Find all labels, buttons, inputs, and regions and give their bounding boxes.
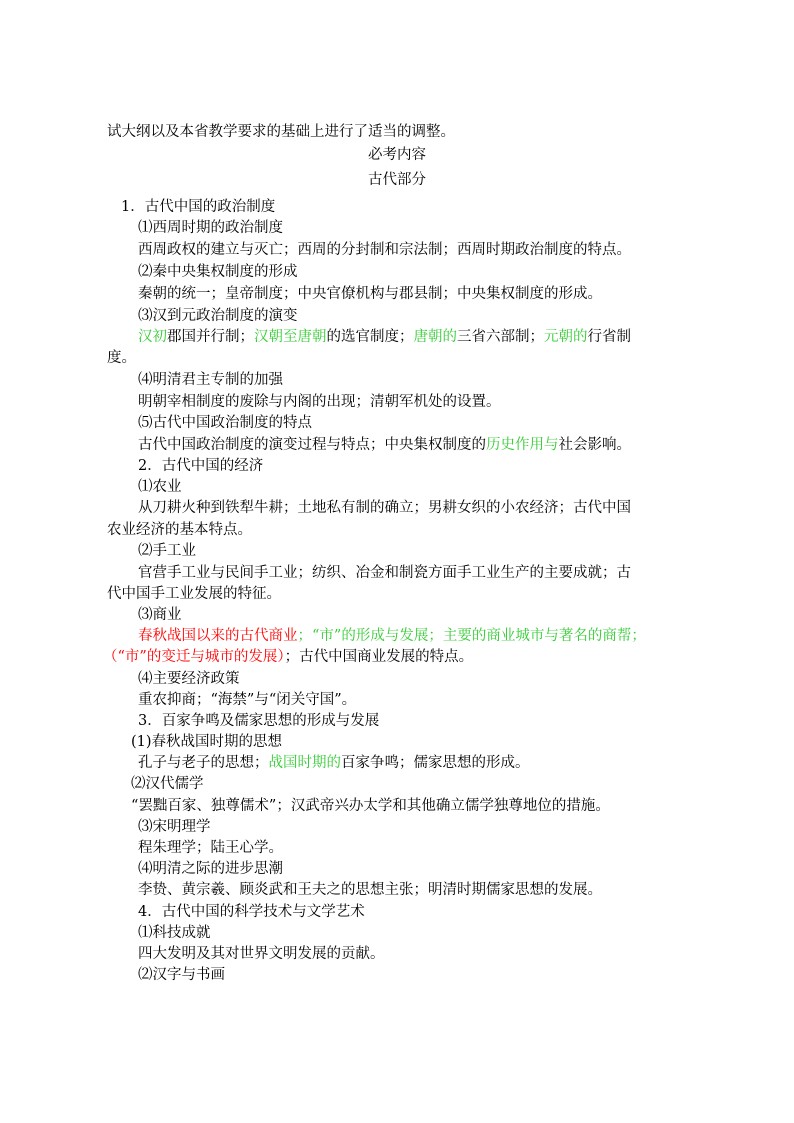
body-text: ；古代中国商业发展的特点。 (284, 649, 474, 665)
s3-a-body (138, 753, 530, 773)
body-text: 三省六部制； (457, 329, 544, 345)
s3-b-title: ⑵汉代儒学 (131, 776, 204, 792)
highlight-text-red: 春秋战国以来的古代商业 (138, 628, 298, 644)
s1-b-body: 秦朝的统一；皇帝制度；中央官僚机构与郡县制；中央集权制度的形成。 (138, 286, 602, 302)
highlight-text: 汉初 (138, 329, 167, 345)
s2-c-body-1 (138, 626, 646, 646)
highlight-text: 历史作用与 (486, 437, 559, 453)
s1-b-title: ⑵秦中央集权制度的形成 (138, 264, 298, 280)
s3-d-body: 李贽、黄宗羲、顾炎武和王夫之的思想主张；明清时期儒家思想的发展。 (138, 882, 602, 898)
s1-a-title: ⑴西周时期的政治制度 (138, 220, 283, 236)
s2-d-title: ⑷主要经济政策 (138, 671, 240, 687)
body-text: 郡国并行制； (167, 329, 254, 345)
s3-c-body: 程朱理学；陆王心学。 (138, 840, 283, 856)
s1-e-title: ⑸古代中国政治制度的特点 (138, 415, 312, 431)
s1-c-title: ⑶汉到元政治制度的演变 (138, 308, 298, 324)
section-3-title: 3．百家争鸣及儒家思想的形成与发展 (138, 713, 380, 729)
intro-line: 试大纲以及本省教学要求的基础上进行了适当的调整。 (107, 124, 455, 140)
body-text: 古代中国政治制度的演变过程与特点；中央集权制度的 (138, 437, 486, 453)
body-text: 社会影响。 (558, 437, 631, 453)
s4-a-title: ⑴科技成就 (138, 925, 211, 941)
s1-d-body: 明朝宰相制度的废除与内阁的出现；清朝军机处的设置。 (138, 394, 501, 410)
s2-b-title: ⑵手工业 (138, 543, 196, 559)
section-1-title: 1．古代中国的政治制度 (121, 199, 276, 215)
s3-c-title: ⑶宋明理学 (138, 819, 211, 835)
s2-d-body: 重农抑商；“海禁”与“闭关守国”。 (138, 692, 357, 708)
s2-b-body-1: 官营手工业与民间手工业；纺织、冶金和制瓷方面手工业生产的主要成就；古 (138, 565, 631, 581)
section-4-title: 4．古代中国的科学技术与文学艺术 (138, 904, 365, 920)
s3-d-title: ⑷明清之际的进步思潮 (138, 861, 283, 877)
s1-c-body-cont: 度。 (107, 350, 136, 366)
highlight-text: 汉朝至唐朝 (254, 329, 327, 345)
s2-a-title: ⑴农业 (138, 479, 182, 495)
s1-d-title: ⑷明清君主专制的加强 (138, 372, 283, 388)
body-text: 孔子与老子的思想； (138, 755, 269, 771)
s2-c-title: ⑶商业 (138, 607, 182, 623)
s2-c-body-2 (103, 647, 473, 667)
section-2-title: 2．古代中国的经济 (138, 458, 264, 474)
body-text: 的选官制度； (326, 329, 414, 345)
heading-required: 必考内容 (368, 147, 426, 163)
highlight-text: 元朝的 (544, 329, 588, 345)
s1-a-body: 西周政权的建立与灭亡；西周的分封制和宗法制；西周时期政治制度的特点。 (138, 242, 631, 258)
highlight-text: ；“市”的形成与发展；主要的商业城市与著名的商帮； (297, 628, 646, 644)
s1-c-body (138, 327, 631, 347)
highlight-text: 战国时期的 (268, 755, 341, 771)
s2-b-body-2: 代中国手工业发展的特征。 (107, 586, 281, 602)
highlight-text-red: （“市”的变迁与城市的发展） (103, 649, 285, 665)
body-text: 行省制 (587, 329, 631, 345)
s3-b-body: “罢黜百家、独尊儒术”；汉武帝兴办太学和其他确立儒学独尊地位的措施。 (131, 798, 610, 814)
highlight-text: 唐朝的 (413, 329, 457, 345)
s2-a-body-2: 农业经济的基本特点。 (107, 522, 252, 538)
s3-a-title: (1)春秋战国时期的思想 (131, 734, 283, 750)
body-text: 百家争鸣；儒家思想的形成。 (341, 755, 530, 771)
s4-a-body: 四大发明及其对世界文明发展的贡献。 (138, 946, 385, 962)
heading-ancient: 古代部分 (368, 172, 426, 188)
s2-a-body-1: 从刀耕火种到铁犁牛耕；土地私有制的确立；男耕女织的小农经济；古代中国 (138, 500, 631, 516)
s4-b-title: ⑵汉字与书画 (138, 967, 225, 983)
s1-e-body (138, 435, 631, 455)
